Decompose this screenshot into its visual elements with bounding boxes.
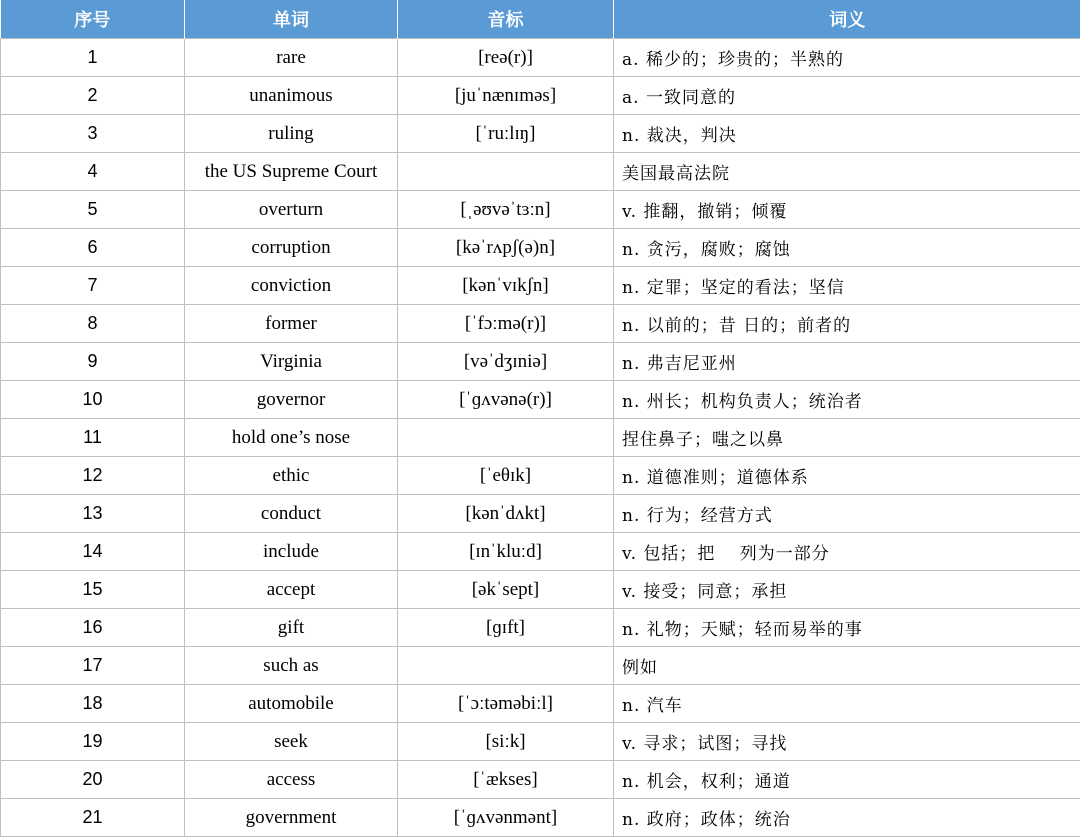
row-index: 13 — [1, 495, 185, 533]
row-meaning: a. 稀少的；珍贵的；半熟的 — [614, 39, 1080, 77]
row-word: Virginia — [185, 343, 398, 381]
row-word: unanimous — [185, 77, 398, 115]
row-word: automobile — [185, 685, 398, 723]
row-index: 3 — [1, 115, 185, 153]
row-meaning: n. 礼物；天赋；轻而易举的事 — [614, 609, 1080, 647]
row-index: 8 — [1, 305, 185, 343]
row-index: 16 — [1, 609, 185, 647]
row-phonetic: [ˈɡʌvənə(r)] — [398, 381, 614, 419]
row-word: gift — [185, 609, 398, 647]
table-row — [1, 381, 1080, 419]
row-meaning: n. 道德准则；道德体系 — [614, 457, 1080, 495]
table-row — [1, 191, 1080, 229]
table-row — [1, 495, 1080, 533]
row-phonetic — [398, 153, 614, 191]
row-word: ruling — [185, 115, 398, 153]
row-phonetic: [ˈækses] — [398, 761, 614, 799]
row-phonetic: [vəˈdʒɪniə] — [398, 343, 614, 381]
row-index: 5 — [1, 191, 185, 229]
row-meaning: n. 汽车 — [614, 685, 1080, 723]
table-row — [1, 799, 1080, 837]
row-word: such as — [185, 647, 398, 685]
table-row — [1, 609, 1080, 647]
row-phonetic: [juˈnænɪməs] — [398, 77, 614, 115]
row-word: overturn — [185, 191, 398, 229]
row-index: 15 — [1, 571, 185, 609]
table-row — [1, 571, 1080, 609]
row-phonetic: [ˈeθɪk] — [398, 457, 614, 495]
row-meaning: v. 寻求；试图；寻找 — [614, 723, 1080, 761]
row-meaning: v. 推翻，撤销；倾覆 — [614, 191, 1080, 229]
row-phonetic: [ɡɪft] — [398, 609, 614, 647]
row-index: 18 — [1, 685, 185, 723]
row-phonetic: [ɪnˈkluːd] — [398, 533, 614, 571]
row-meaning: n. 州长；机构负责人；统治者 — [614, 381, 1080, 419]
table-row — [1, 229, 1080, 267]
table-row — [1, 115, 1080, 153]
table-row — [1, 305, 1080, 343]
row-word: corruption — [185, 229, 398, 267]
row-index: 10 — [1, 381, 185, 419]
row-index: 6 — [1, 229, 185, 267]
row-index: 21 — [1, 799, 185, 837]
table-row — [1, 647, 1080, 685]
row-word: include — [185, 533, 398, 571]
table-row — [1, 761, 1080, 799]
row-index: 17 — [1, 647, 185, 685]
row-phonetic: [kənˈdʌkt] — [398, 495, 614, 533]
row-word: seek — [185, 723, 398, 761]
table-row — [1, 343, 1080, 381]
table-header — [1, 0, 1080, 39]
row-index: 1 — [1, 39, 185, 77]
row-meaning: n. 机会，权利；通道 — [614, 761, 1080, 799]
row-phonetic: [əkˈsept] — [398, 571, 614, 609]
row-word: government — [185, 799, 398, 837]
row-word: hold one’s nose — [185, 419, 398, 457]
row-index: 4 — [1, 153, 185, 191]
table-row — [1, 153, 1080, 191]
header-index: 序号 — [1, 0, 185, 39]
row-phonetic: [kənˈvɪkʃn] — [398, 267, 614, 305]
row-phonetic: [siːk] — [398, 723, 614, 761]
row-word: accept — [185, 571, 398, 609]
table-body — [1, 39, 1080, 837]
row-phonetic: [ˌəʊvəˈtɜːn] — [398, 191, 614, 229]
row-word: conduct — [185, 495, 398, 533]
table-row — [1, 457, 1080, 495]
row-meaning: n. 弗吉尼亚州 — [614, 343, 1080, 381]
row-meaning: a. 一致同意的 — [614, 77, 1080, 115]
row-meaning: n. 定罪；坚定的看法；坚信 — [614, 267, 1080, 305]
row-phonetic — [398, 419, 614, 457]
row-word: governor — [185, 381, 398, 419]
row-index: 19 — [1, 723, 185, 761]
table-row — [1, 419, 1080, 457]
row-phonetic: [ˈruːlɪŋ] — [398, 115, 614, 153]
row-meaning: n. 政府；政体；统治 — [614, 799, 1080, 837]
row-meaning: 美国最高法院 — [614, 153, 1080, 191]
row-meaning: n. 以前的；昔 日的；前者的 — [614, 305, 1080, 343]
row-meaning: 捏住鼻子；嗤之以鼻 — [614, 419, 1080, 457]
header-phonetic: 音标 — [398, 0, 614, 39]
row-phonetic: [ˈɡʌvənmənt] — [398, 799, 614, 837]
table-row — [1, 685, 1080, 723]
row-phonetic: [ˈfɔːmə(r)] — [398, 305, 614, 343]
row-index: 14 — [1, 533, 185, 571]
table-row — [1, 39, 1080, 77]
row-index: 12 — [1, 457, 185, 495]
row-word: former — [185, 305, 398, 343]
row-index: 9 — [1, 343, 185, 381]
row-index: 7 — [1, 267, 185, 305]
row-meaning: 例如 — [614, 647, 1080, 685]
row-index: 20 — [1, 761, 185, 799]
row-meaning: n. 裁决，判决 — [614, 115, 1080, 153]
row-word: the US Supreme Court — [185, 153, 398, 191]
table-row — [1, 77, 1080, 115]
header-word: 单词 — [185, 0, 398, 39]
row-word: access — [185, 761, 398, 799]
row-word: ethic — [185, 457, 398, 495]
table-row — [1, 533, 1080, 571]
row-index: 11 — [1, 419, 185, 457]
row-meaning: n. 行为；经营方式 — [614, 495, 1080, 533]
row-phonetic: [reə(r)] — [398, 39, 614, 77]
table-row — [1, 723, 1080, 761]
row-meaning: n. 贪污，腐败；腐蚀 — [614, 229, 1080, 267]
table-row — [1, 267, 1080, 305]
header-row — [1, 0, 1080, 39]
row-meaning: v. 接受；同意；承担 — [614, 571, 1080, 609]
row-meaning: v. 包括；把 列为一部分 — [614, 533, 1080, 571]
row-word: rare — [185, 39, 398, 77]
row-phonetic: [kəˈrʌpʃ(ə)n] — [398, 229, 614, 267]
row-word: conviction — [185, 267, 398, 305]
row-phonetic — [398, 647, 614, 685]
header-meaning: 词义 — [614, 0, 1080, 39]
row-index: 2 — [1, 77, 185, 115]
row-phonetic: [ˈɔːtəməbiːl] — [398, 685, 614, 723]
